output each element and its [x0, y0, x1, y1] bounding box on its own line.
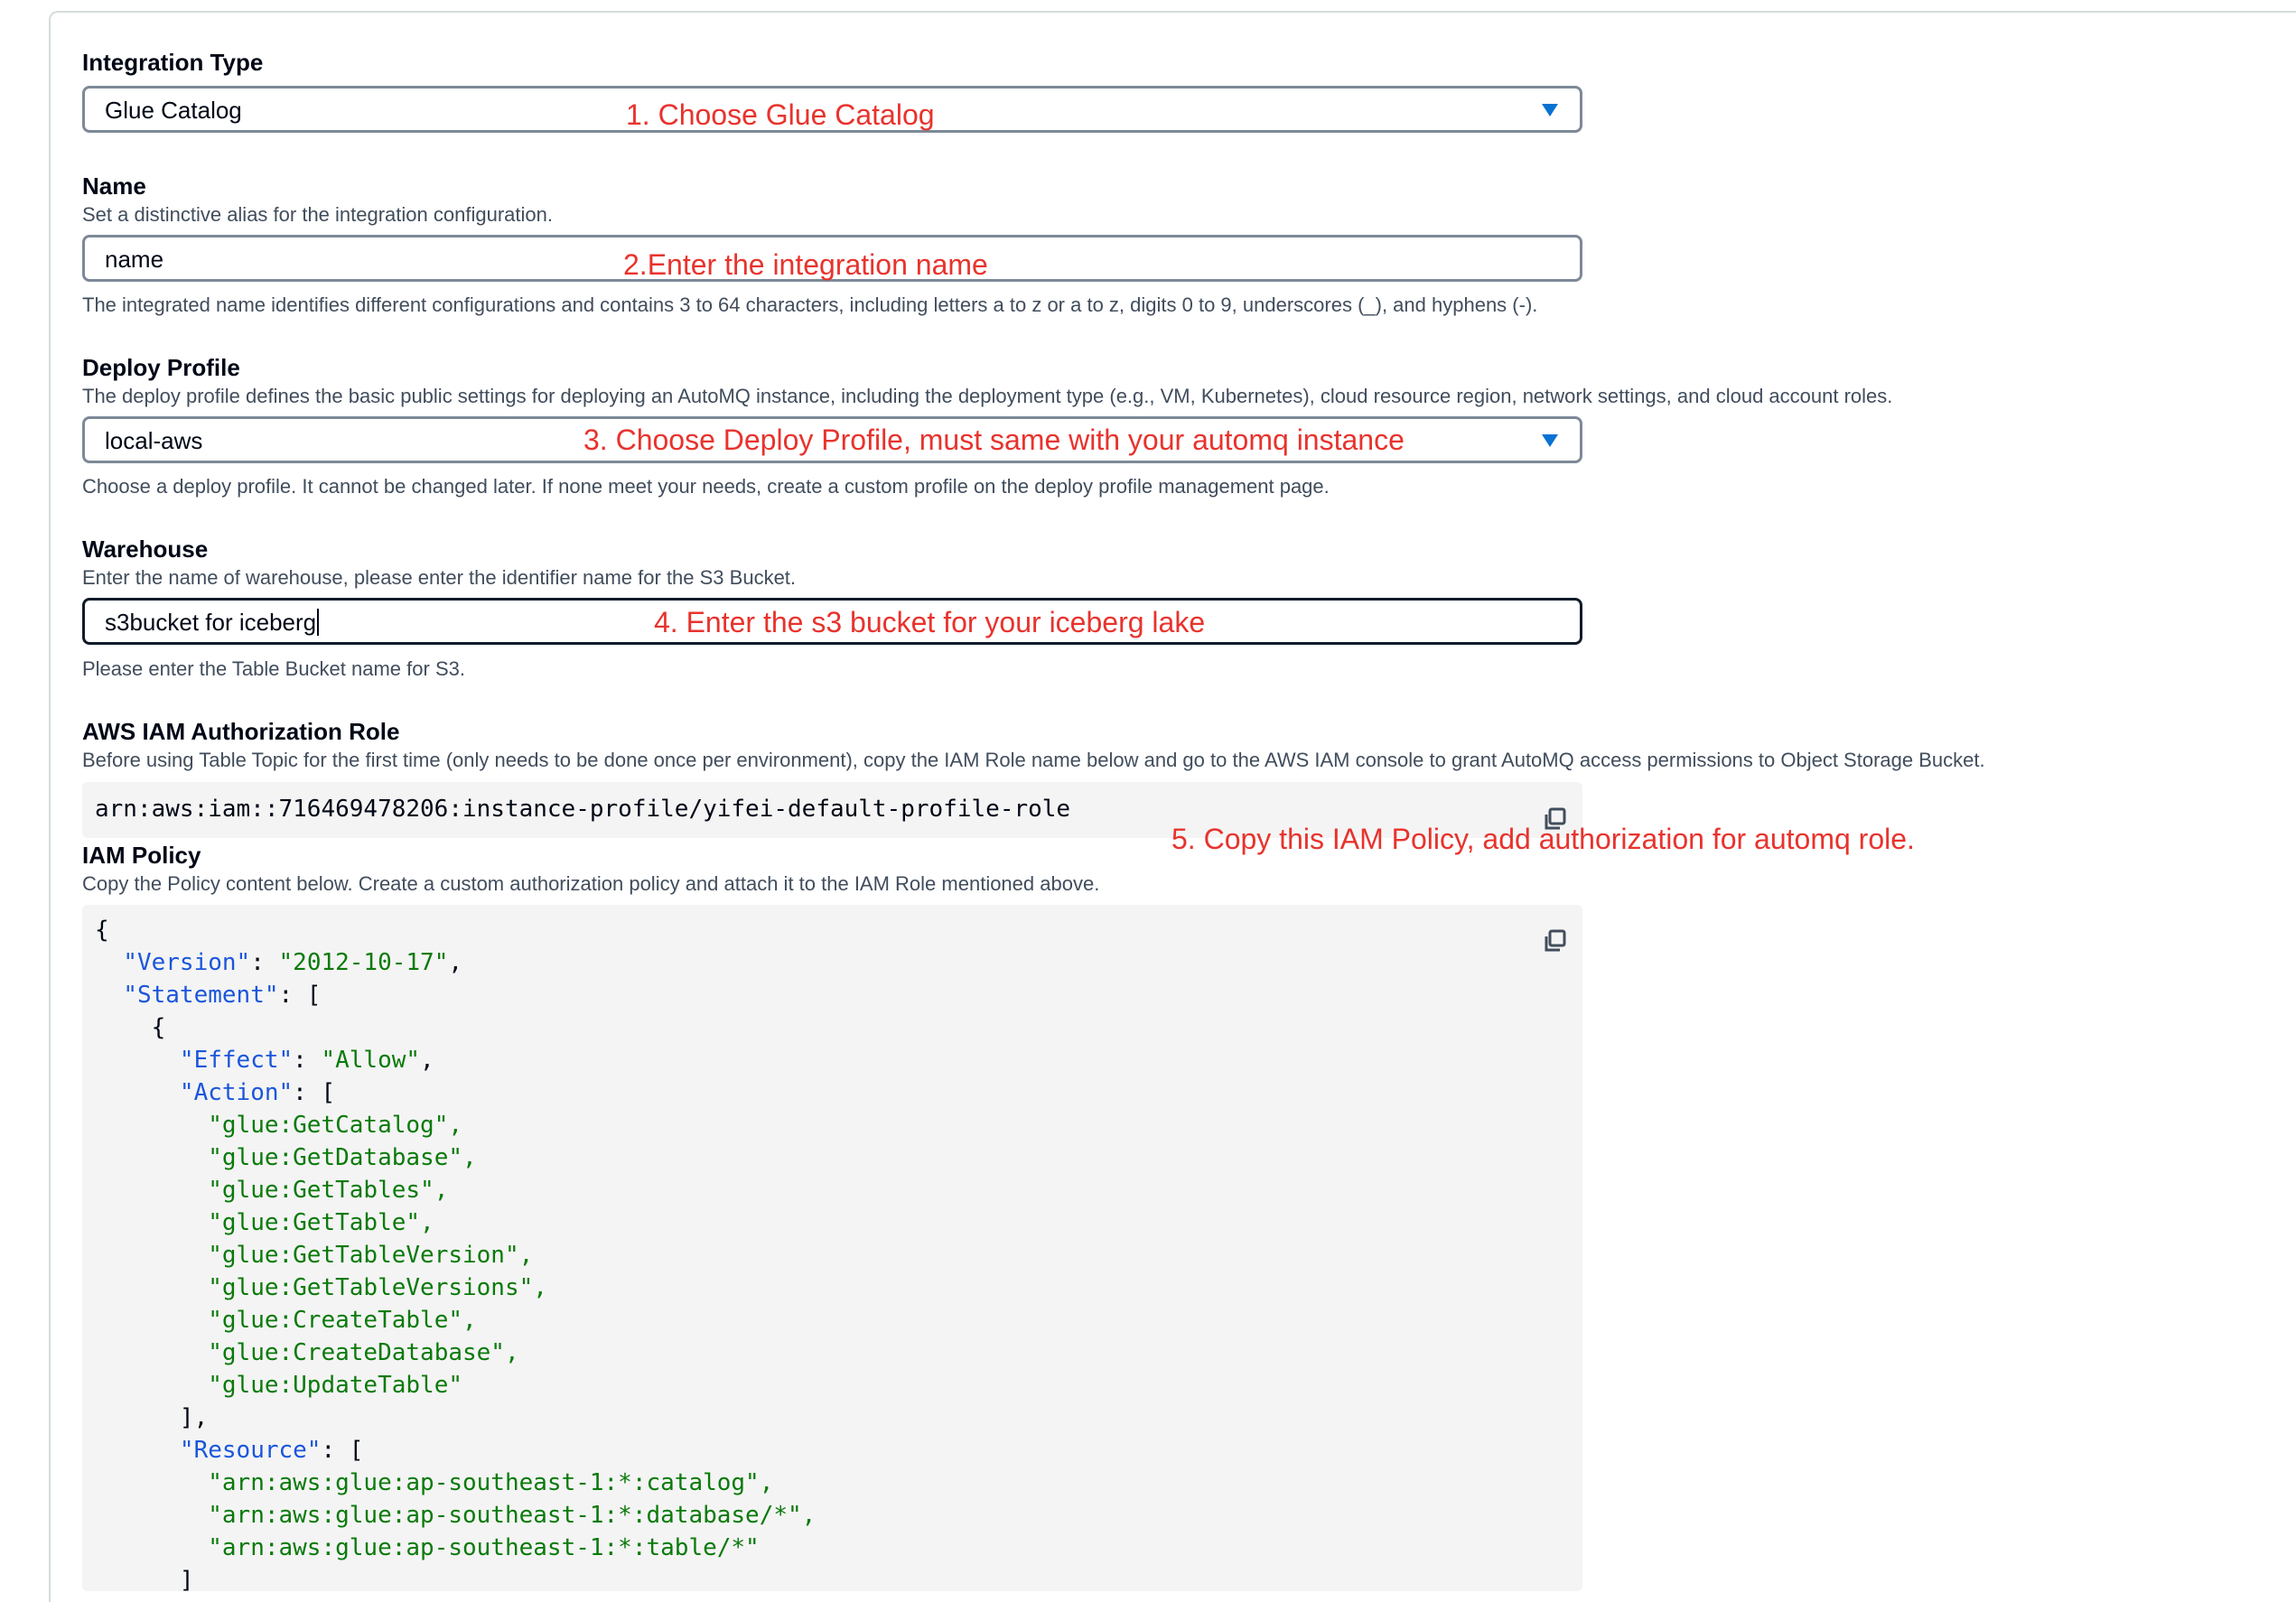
json-line [95, 1304, 816, 1337]
json-resource: "arn:aws:glue:ap-southeast-1:*:table/*" [208, 1534, 760, 1561]
warehouse-description: Enter the name of warehouse, please enter the identifier name for the S3 Bucket. [82, 566, 797, 589]
json-key: "Statement" [123, 982, 279, 1009]
json-string: "Allow" [321, 1047, 421, 1074]
json-action: "glue:CreateTable", [208, 1307, 477, 1334]
caret-down-icon[interactable] [1542, 434, 1558, 447]
annotation-step-3: 3. Choose Deploy Profile, must same with your automq instance [583, 424, 1405, 456]
json-action: "glue:GetTableVersions", [208, 1274, 547, 1301]
json-line [95, 1499, 816, 1532]
json-line: { [95, 1014, 166, 1041]
json-key: "Version" [123, 949, 251, 976]
iam-policy-code-box [82, 905, 1582, 1594]
json-action: "glue:GetTables", [208, 1177, 449, 1204]
name-input-value: name [105, 246, 164, 273]
iam-role-arn: arn:aws:iam::716469478206:instance-profile/yifei-default-profile-role [95, 796, 1071, 823]
annotation-step-5: 5. Copy this IAM Policy, add authorization for automq role. [1171, 823, 1915, 855]
json-line: ], [95, 1404, 209, 1431]
json-action: "glue:CreateDatabase", [208, 1339, 519, 1366]
json-line [95, 1109, 816, 1141]
json-line: "Version": "2012-10-17", [123, 949, 463, 976]
json-line: "Resource": [ [179, 1437, 364, 1464]
json-line [95, 1532, 816, 1564]
json-resource: "arn:aws:glue:ap-southeast-1:*:database/*", [208, 1502, 817, 1529]
json-line [95, 1239, 816, 1271]
name-help-text: The integrated name identifies different configurations and contains 3 to 64 characters, including letters a to z or a to z, digits 0 to 9, underscores (_), and hyphens (-). [82, 293, 1538, 316]
deploy-profile-help-text: Choose a deploy profile. It cannot be changed later. If none meet your needs, create a custom profile on the deploy profile management page. [82, 475, 1330, 498]
annotation-step-2: 2.Enter the integration name [623, 248, 988, 281]
json-line: { [95, 917, 109, 944]
json-line: "Action": [ [179, 1079, 336, 1106]
json-action: "glue:GetTableVersion", [208, 1242, 534, 1269]
deploy-profile-value: local-aws [105, 427, 203, 454]
json-key: "Action" [179, 1079, 294, 1106]
json-line: "Effect": "Allow", [179, 1047, 434, 1074]
annotation-step-4: 4. Enter the s3 bucket for your iceberg lake [654, 606, 1206, 638]
json-key: "Effect" [179, 1047, 294, 1074]
warehouse-input-wrap [105, 608, 319, 637]
iam-policy-json [95, 914, 816, 1597]
json-action: "glue:GetDatabase", [208, 1144, 477, 1171]
deploy-profile-label: Deploy Profile [82, 354, 240, 381]
json-line [95, 1271, 816, 1304]
copy-icon[interactable] [1543, 928, 1568, 954]
iam-role-label: AWS IAM Authorization Role [82, 718, 400, 745]
json-line: ] [95, 1567, 194, 1594]
warehouse-help-text: Please enter the Table Bucket name for S3. [82, 657, 465, 680]
json-string: "2012-10-17" [278, 949, 449, 976]
json-line [95, 1337, 816, 1369]
integration-type-value: Glue Catalog [105, 97, 242, 124]
json-key: "Resource" [179, 1437, 322, 1464]
annotation-step-1: 1. Choose Glue Catalog [626, 98, 935, 131]
text-cursor [317, 609, 319, 636]
json-line [95, 1141, 816, 1174]
json-line: "Statement": [ [123, 982, 322, 1009]
json-line [95, 1206, 816, 1239]
warehouse-input-value: s3bucket for iceberg [105, 609, 317, 636]
json-action: "glue:GetCatalog", [208, 1112, 462, 1139]
json-action: "glue:UpdateTable" [208, 1372, 462, 1399]
json-line [95, 1369, 816, 1402]
json-line [95, 1467, 816, 1499]
json-action: "glue:GetTable", [208, 1209, 434, 1236]
json-line [95, 1174, 816, 1206]
deploy-profile-description: The deploy profile defines the basic public settings for deploying an AutoMQ instance, including the deployment type (e.g., VM, Kubernetes), cloud resource region, network settings, and cloud account roles. [82, 385, 1893, 407]
name-label: Name [82, 172, 146, 200]
iam-policy-description: Copy the Policy content below. Create a custom authorization policy and attach it to the IAM Role mentioned above. [82, 872, 1100, 895]
json-resource: "arn:aws:glue:ap-southeast-1:*:catalog", [208, 1469, 774, 1496]
caret-down-icon[interactable] [1542, 104, 1558, 116]
name-description: Set a distinctive alias for the integration configuration. [82, 203, 553, 226]
iam-role-description: Before using Table Topic for the first time (only needs to be done once per environment), copy the IAM Role name below and go to the AWS IAM console to grant AutoMQ access permissions to Object Storage Bucket. [82, 749, 1985, 771]
integration-type-label: Integration Type [82, 49, 264, 76]
iam-policy-label: IAM Policy [82, 842, 201, 869]
warehouse-label: Warehouse [82, 536, 209, 563]
